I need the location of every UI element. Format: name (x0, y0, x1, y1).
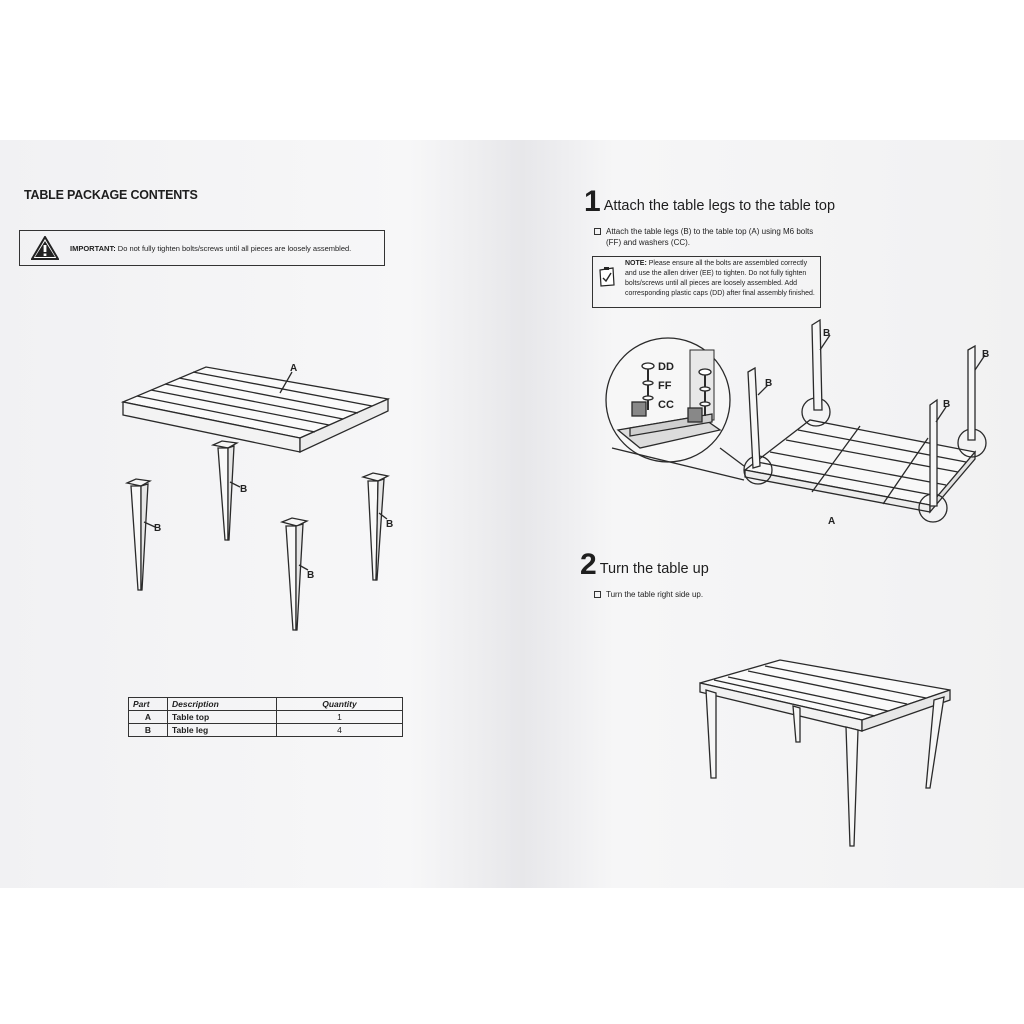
note-icon (598, 267, 616, 287)
parts-header-quantity: Quantity (277, 698, 403, 711)
part-label-cc: CC (658, 399, 674, 411)
note-label: NOTE: (625, 260, 647, 267)
description-cell: Table top (168, 711, 277, 724)
step2-title: Turn the table up (599, 561, 709, 577)
note-line3: bolts/screws until all pieces are loosely assembled. Add (625, 280, 797, 287)
step2-instruction (594, 589, 703, 600)
left-label-b1: B (154, 523, 162, 534)
step1-instruction-line1: Attach the table legs (B) to the table top (A) using M6 bolts (606, 227, 814, 236)
parts-header-part: Part (129, 698, 168, 711)
step1-label-b1: B (765, 378, 773, 389)
step2-number: 2 (580, 548, 597, 581)
package-contents-heading: TABLE PACKAGE CONTENTS (24, 188, 198, 202)
important-warning-box (19, 230, 385, 266)
parts-table-header (129, 698, 403, 711)
part-cell: A (129, 711, 168, 724)
warning-triangle-icon (20, 236, 70, 260)
parts-header-description: Description (168, 698, 277, 711)
step1-header (584, 187, 835, 217)
step1-title: Attach the table legs to the table top (603, 198, 836, 214)
warning-label: IMPORTANT: (70, 243, 116, 253)
note-line1: Please ensure all the bolts are assembled correctly (648, 260, 808, 267)
table-row (129, 724, 403, 737)
quantity-cell: 4 (277, 724, 403, 737)
step1-label-a: A (828, 516, 836, 527)
bullet-square-icon (594, 591, 601, 598)
step1-label-b2: B (823, 328, 831, 339)
step1-number: 1 (584, 185, 601, 218)
step2-table-diagram (690, 650, 960, 855)
left-label-b4: B (386, 519, 394, 530)
step1-assembly-diagram (600, 318, 1000, 530)
step1-instruction (594, 226, 813, 248)
left-label-a: A (290, 363, 298, 374)
left-label-b3: B (307, 570, 315, 581)
step2-instruction-text: Turn the table right side up. (606, 590, 704, 599)
note-line2: and use the allen driver (EE) to tighten. Do not fully tighten (625, 270, 807, 277)
step1-instruction-line2: (FF) and washers (CC). (606, 238, 691, 247)
part-label-ff: FF (658, 380, 672, 392)
package-contents-diagram (110, 355, 410, 645)
description-cell: Table leg (168, 724, 277, 737)
assembly-note-box (592, 256, 821, 308)
step1-label-b3: B (982, 349, 990, 360)
note-line4: corresponding plastic caps (DD) after final assembly finished. (625, 290, 815, 297)
step1-label-b4: B (943, 399, 951, 410)
quantity-cell: 1 (277, 711, 403, 724)
bullet-square-icon (594, 228, 601, 235)
step2-header (580, 550, 709, 580)
part-label-dd: DD (658, 361, 674, 373)
left-label-b2: B (240, 484, 248, 495)
warning-text: Do not fully tighten bolts/screws until all pieces are loosely assembled. (117, 243, 352, 253)
part-cell: B (129, 724, 168, 737)
parts-table (128, 697, 403, 737)
table-row (129, 711, 403, 724)
